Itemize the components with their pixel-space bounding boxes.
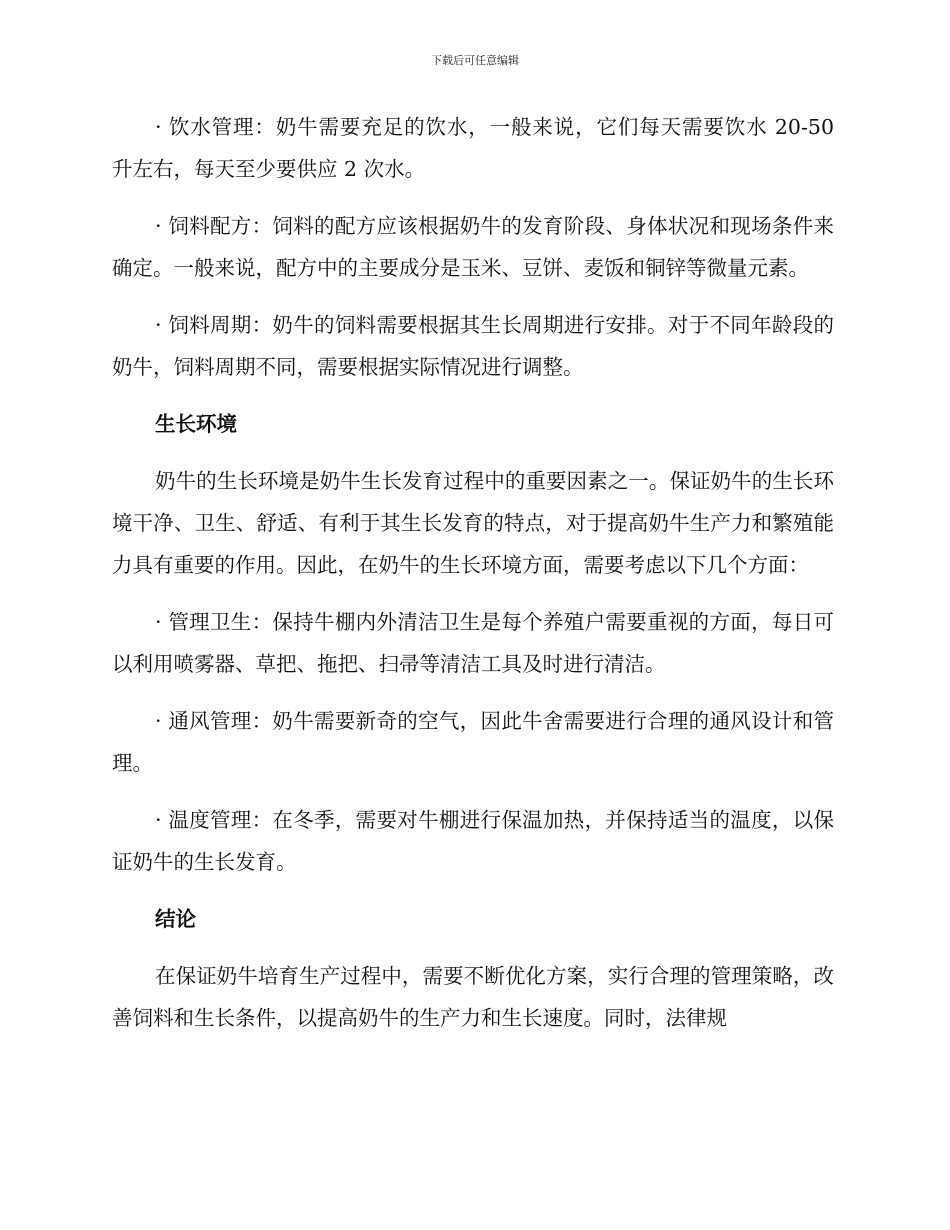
section-heading-growth-environment: 生长环境: [155, 412, 237, 436]
paragraph-temperature-management: · 温度管理：在冬季，需要对牛棚进行保温加热，并保持适当的温度，以保证奶牛的生长发育。: [112, 808, 834, 874]
document-body: [112, 106, 834, 1054]
paragraph-conclusion: 在保证奶牛培育生产过程中，需要不断优化方案，实行合理的管理策略，改善饲料和生长条件，以提高奶牛的生产力和生长速度。同时，法律规: [112, 964, 834, 1030]
paragraph-ventilation-management: · 通风管理：奶牛需要新奇的空气，因此牛舍需要进行合理的通风设计和管理。: [112, 709, 834, 775]
paragraph-environment-intro: 奶牛的生长环境是奶牛生长发育过程中的重要因素之一。保证奶牛的生长环境干净、卫生、舒适、有利于其生长发育的特点，对于提高奶牛生产力和繁殖能力具有重要的作用。因此，在奶牛的生长环境方面，需要考虑以下几个方面：: [112, 469, 834, 577]
paragraph-feed-cycle: · 饲料周期：奶牛的饲料需要根据其生长周期进行安排。对于不同年龄段的奶牛，饲料周期不同，需要根据实际情况进行调整。: [112, 313, 834, 379]
page-header: 下载后可任意编辑: [431, 54, 519, 67]
paragraph-feed-formula: · 饲料配方：饲料的配方应该根据奶牛的发育阶段、身体状况和现场条件来确定。一般来说，配方中的主要成分是玉米、豆饼、麦饭和铜锌等微量元素。: [112, 214, 834, 280]
paragraph-hygiene-management: · 管理卫生：保持牛棚内外清洁卫生是每个养殖户需要重视的方面，每日可以利用喷雾器、草把、拖把、扫帚等清洁工具及时进行清洁。: [112, 610, 834, 676]
paragraph-water-management: · 饮水管理：奶牛需要充足的饮水，一般来说，它们每天需要饮水 20-50 升左右，每天至少要供应 2 次水。: [112, 115, 834, 181]
section-heading-conclusion: 结论: [155, 907, 196, 931]
